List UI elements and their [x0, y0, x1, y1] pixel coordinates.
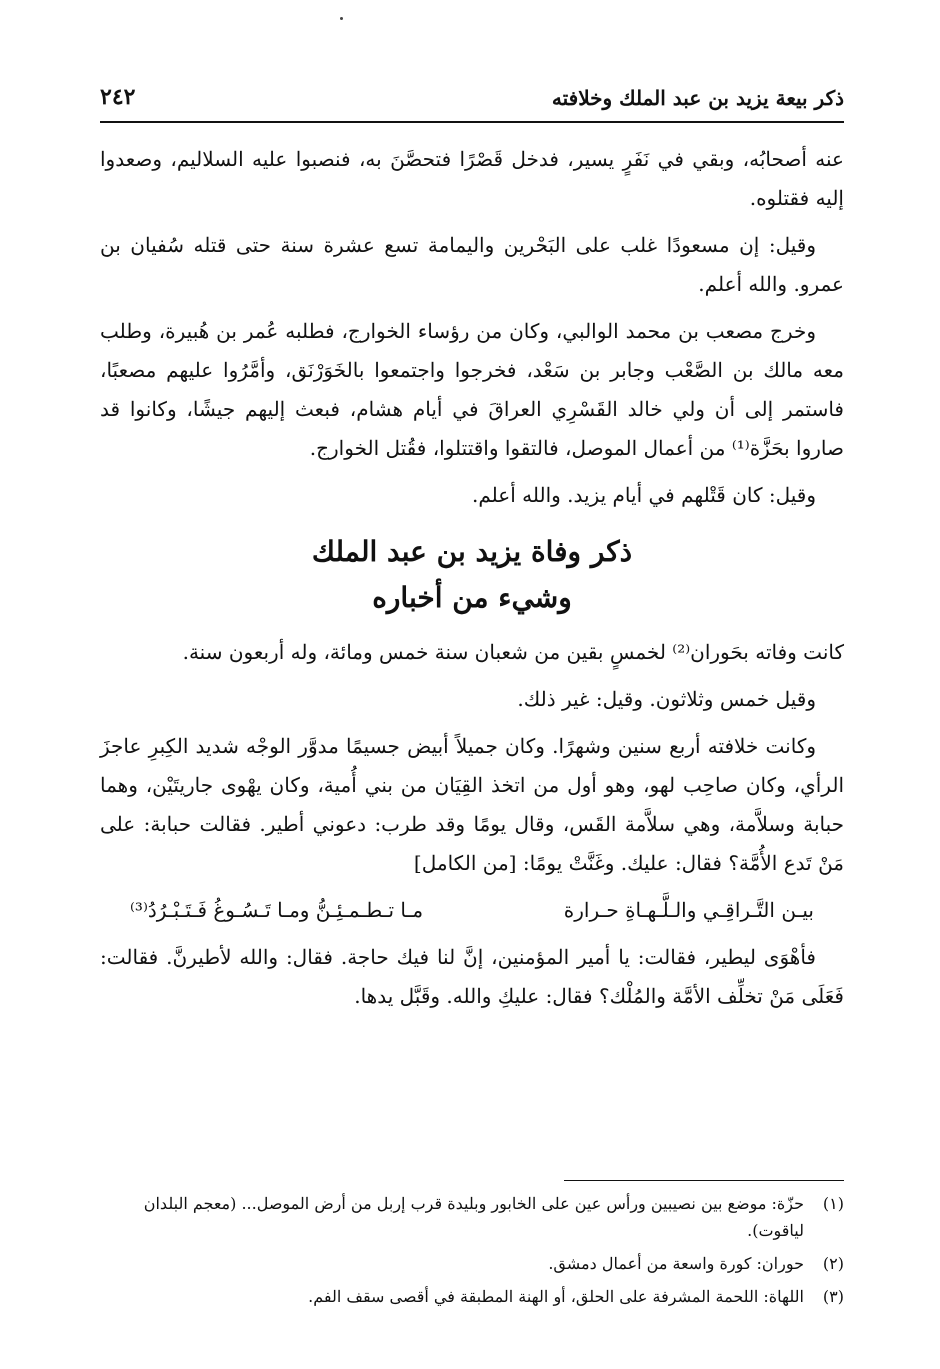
paragraph: وقيل خمس وثلاثون. وقيل: غير ذلك. [517, 687, 816, 711]
heading-line-1: ذكر وفاة يزيد بن عبد الملك [311, 535, 633, 568]
paragraph: كانت وفاته بحَوران⁽²⁾ لخمسٍ بقين من شعبان سنة خمس ومائة، وله أربعون سنة. [182, 640, 844, 664]
paragraph: وقيل: كان قَتْلهم في أيام يزيد. والله أعلم. [472, 483, 816, 507]
page-number: ٢٤٢ [100, 84, 136, 110]
footnote-number: (٣) [822, 1287, 844, 1306]
scan-speck [340, 17, 343, 20]
footnote-text: حوران: كورة واسعة من أعمال دمشق. [548, 1254, 804, 1273]
footnote [100, 1283, 844, 1310]
footnote-text: حزّة: موضع بين نصيبين ورأس عين على الخابور وبليدة قرب إربل من أرض الموصل... (معجم البلدان لياقوت). [143, 1194, 804, 1240]
paragraph: وقيل: إن مسعودًا غلب على البَحْرين واليمامة تسع عشرة سنة حتى قتله سُفيان بن عمرو. والله أعلم. [100, 233, 844, 296]
paragraph: وخرج مصعب بن محمد الوالبي، وكان من رؤساء الخوارج، فطلبه عُمر بن هُبيرة، وطلب معه مالك بن الصَّعْب وجابر بن سَعْد، فخرجوا واجتمعوا بالخَوَرْنَق، وأمَّرُوا عليهم مصعبًا، فاستمر إلى أن ولي خالد القَسْرِي العراقَ في أيام هشام، فبعث إليهم جيشًا، وكانوا قد صاروا بحَزَّة⁽¹⁾ من أعمال الموصل، فالتقوا واقتتلوا، فقُتل الخوارج. [100, 319, 844, 460]
poem-verse [130, 891, 814, 930]
poem-first-hemistich: بيـن التَّـراقِـي والـلَّـهـاةِ حـرارة [563, 898, 814, 922]
header-rule [100, 121, 844, 123]
page-header [100, 82, 844, 118]
footnote-number: (٢) [822, 1254, 844, 1273]
poem-second-hemistich: مـا تـطـمـئِـنُّ ومـا تَـسُـوغُ فَـتَـبْـرُدُ⁽³⁾ [130, 898, 424, 922]
main-text [100, 140, 844, 1024]
footnote-number: (١) [822, 1194, 844, 1213]
footnote [100, 1190, 844, 1244]
section-heading [100, 529, 844, 621]
heading-line-2: وشيء من أخباره [372, 581, 572, 614]
footnote [100, 1250, 844, 1277]
paragraph: وكانت خلافته أربع سنين وشهرًا. وكان جميلاً أبيض جسيمًا مدوَّر الوجْه شديد الكِبرِ عاجزَ الرأي، وكان صاحِب لهو، وهو أول من اتخذ القِيَان من بني أُمية، وكان يهْوى جاريتَيْن، وهما حبابة وسلاَّمة، وهي سلاَّمة القَس، وقال يومًا وقد طرب: دعوني أطير. فقالت حبابة: على مَنْ تَدع الأُمَّة؟ فقال: عليك. وغَنَّتْ يومًا: [من الكامل] [100, 734, 845, 875]
paragraph: فأهْوَى ليطير، فقالت: يا أمير المؤمنين، إنَّ لنا فيك حاجة. فقال: والله لأطيرنَّ. فقالت: فَعَلَى مَنْ تخلِّف الأمَّة والمُلْك؟ فقال: عليكِ والله. وقَبَّل يدها. [100, 945, 844, 1008]
footnotes [100, 1190, 844, 1316]
running-title: ذكر بيعة يزيد بن عبد الملك وخلافته [551, 86, 844, 110]
footnote-text: اللهاة: اللحمة المشرفة على الحلق، أو الهنة المطبقة في أقصى سقف الفم. [308, 1287, 804, 1306]
footnote-rule [564, 1180, 844, 1181]
paragraph: عنه أصحابُه، وبقي في نَفَرٍ يسير، فدخل قَصْرًا فتحصَّنَ به، فنصبوا عليه السلاليم، وصعدوا إليه فقتلوه. [100, 147, 844, 210]
